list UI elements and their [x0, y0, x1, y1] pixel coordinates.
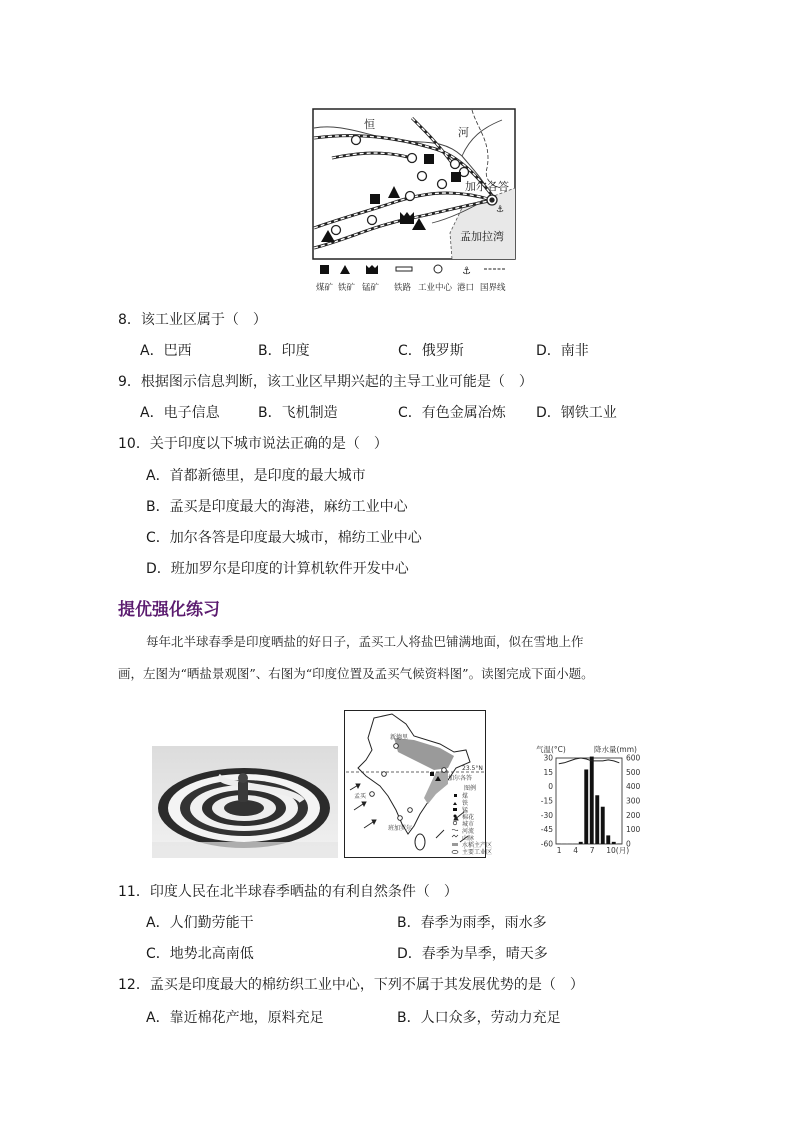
q8-option-a: A．巴西 [140, 343, 192, 359]
precip-bar [601, 807, 605, 844]
salt-drying-photo [152, 746, 338, 858]
q9-option-a: A．电子信息 [140, 405, 220, 421]
legend-coal: 煤矿 [316, 283, 334, 293]
question-10-stem: 10．关于印度以下城市说法正确的是（ ） [118, 436, 388, 452]
legend-item-industrial: 主要工业区 [462, 849, 493, 856]
label-kolkata: 加尔各答 [448, 775, 473, 782]
temp-tick-label: 0 [548, 782, 553, 792]
india-location-map [344, 710, 493, 858]
q8-option-d: D．南非 [536, 343, 589, 359]
precip-bar [606, 835, 610, 844]
legend-manganese: 锰矿 [362, 283, 380, 293]
intro-line-2: 画，左图为“晒盐景观图”、右图为“印度位置及孟买气候资料图”。读图完成下面小题。 [118, 666, 594, 681]
svg-text:⚓: ⚓ [462, 266, 471, 277]
month-tick-label: 7 [589, 846, 595, 855]
precip-tick-label: 0 [626, 839, 631, 849]
q9-option-d: D．钢铁工业 [536, 405, 617, 421]
q9-option-b: B．飞机制造 [258, 405, 338, 421]
label-newdelhi: 新德里 [390, 734, 409, 741]
question-9-stem: 9．根据图示信息判断，该工业区早期兴起的主导工业可能是（ ） [118, 374, 533, 390]
legend-item-rice: 水稻主产区 [462, 842, 493, 849]
bay-label: 孟加拉湾 [460, 230, 504, 243]
precip-bar [595, 795, 599, 844]
q9-option-c: C．有色金属冶炼 [398, 405, 506, 421]
legend-title: 图例 [464, 785, 477, 792]
legend-item-city: 城市 [462, 821, 475, 828]
precip-bar [584, 769, 588, 844]
q11-option-a: A．人们勤劳能干 [146, 915, 254, 931]
legend-railway: 铁路 [394, 283, 412, 293]
precip-tick-label: 200 [626, 810, 641, 820]
precip-bar [590, 757, 594, 844]
map1-legend [316, 265, 506, 293]
q11-option-d: D．春季为旱季，晴天多 [397, 946, 548, 962]
city-label-kolkata: 加尔各答 [465, 180, 509, 193]
legend-item-cotton: 棉花 [462, 814, 475, 821]
precip-bar [612, 842, 616, 844]
plot-frame [556, 758, 622, 844]
legend-item-mountain: 山脉 [462, 835, 475, 842]
industrial-region-map [312, 108, 516, 296]
month-tick-label: 4 [573, 846, 579, 855]
temp-tick-label: 30 [543, 753, 553, 763]
q12-option-b: B．人口众多，劳动力充足 [397, 1010, 561, 1026]
legend-item-iron: 铁 [462, 800, 469, 807]
temp-tick-label: -15 [540, 796, 553, 806]
intro-line-1: 每年北半球春季是印度晒盐的好日子，孟买工人将盐巴铺满地面，似在雪地上作 [146, 634, 584, 649]
q10-option-a: A．首都新德里，是印度的最大城市 [146, 468, 366, 484]
q12-option-a: A．靠近棉花产地，原料充足 [146, 1010, 324, 1026]
precip-axis-label: 降水量(mm) [594, 745, 637, 754]
section-title: 提优强化练习 [118, 600, 220, 620]
river-label-2: 河 [458, 126, 469, 139]
temp-tick-label: 15 [543, 767, 553, 777]
precip-tick-label: 400 [626, 782, 641, 792]
river-label-1: 恒 [364, 118, 375, 131]
q11-option-c: C．地势北高南低 [146, 946, 254, 962]
question-11-stem: 11．印度人民在北半球春季晒盐的有利自然条件（ ） [118, 884, 458, 900]
legend-port: 港口 [457, 283, 475, 293]
q10-option-b: B．孟买是印度最大的海港，麻纺工业中心 [146, 499, 408, 515]
legend-item-manganese: 锰 [462, 807, 469, 814]
q8-option-c: C．俄罗斯 [398, 343, 464, 359]
q10-option-d: D．班加罗尔是印度的计算机软件开发中心 [146, 561, 409, 577]
question-8-stem: 8．该工业区属于（ ） [118, 312, 267, 328]
legend-item-coal: 煤 [462, 793, 469, 800]
precip-tick-label: 500 [626, 767, 641, 777]
precip-tick-label: 100 [626, 825, 641, 835]
month-tick-label: 1 [556, 846, 562, 855]
legend-iron: 铁矿 [338, 283, 356, 293]
question-12-stem: 12．孟买是印度最大的棉纺织工业中心，下列不属于其发展优势的是（ ） [118, 977, 584, 993]
q10-option-c: C．加尔各答是印度最大城市，棉纺工业中心 [146, 530, 422, 546]
temp-tick-label: -45 [540, 825, 553, 835]
legend-industrial-center: 工业中心 [418, 283, 453, 293]
mumbai-climate-chart [536, 744, 660, 858]
svg-text:⚓: ⚓ [496, 205, 505, 215]
precip-bar [579, 842, 583, 844]
label-bangalore: 班加罗尔 [388, 825, 413, 832]
month-tick-label: 10(月) [606, 846, 630, 855]
precip-tick-label: 300 [626, 796, 641, 806]
temp-tick-label: -60 [540, 839, 553, 849]
legend-item-river: 河流 [462, 828, 475, 835]
temp-tick-label: -30 [540, 810, 553, 820]
legend-border: 国界线 [480, 283, 506, 293]
temperature-curve [559, 758, 620, 764]
temp-axis-label: 气温(°C) [536, 745, 566, 754]
label-tropic: 23.5°N [462, 765, 483, 772]
precip-tick-label: 600 [626, 753, 641, 763]
q11-option-b: B．春季为雨季，雨水多 [397, 915, 547, 931]
q8-option-b: B．印度 [258, 343, 310, 359]
label-mumbai: 孟买 [354, 793, 367, 800]
